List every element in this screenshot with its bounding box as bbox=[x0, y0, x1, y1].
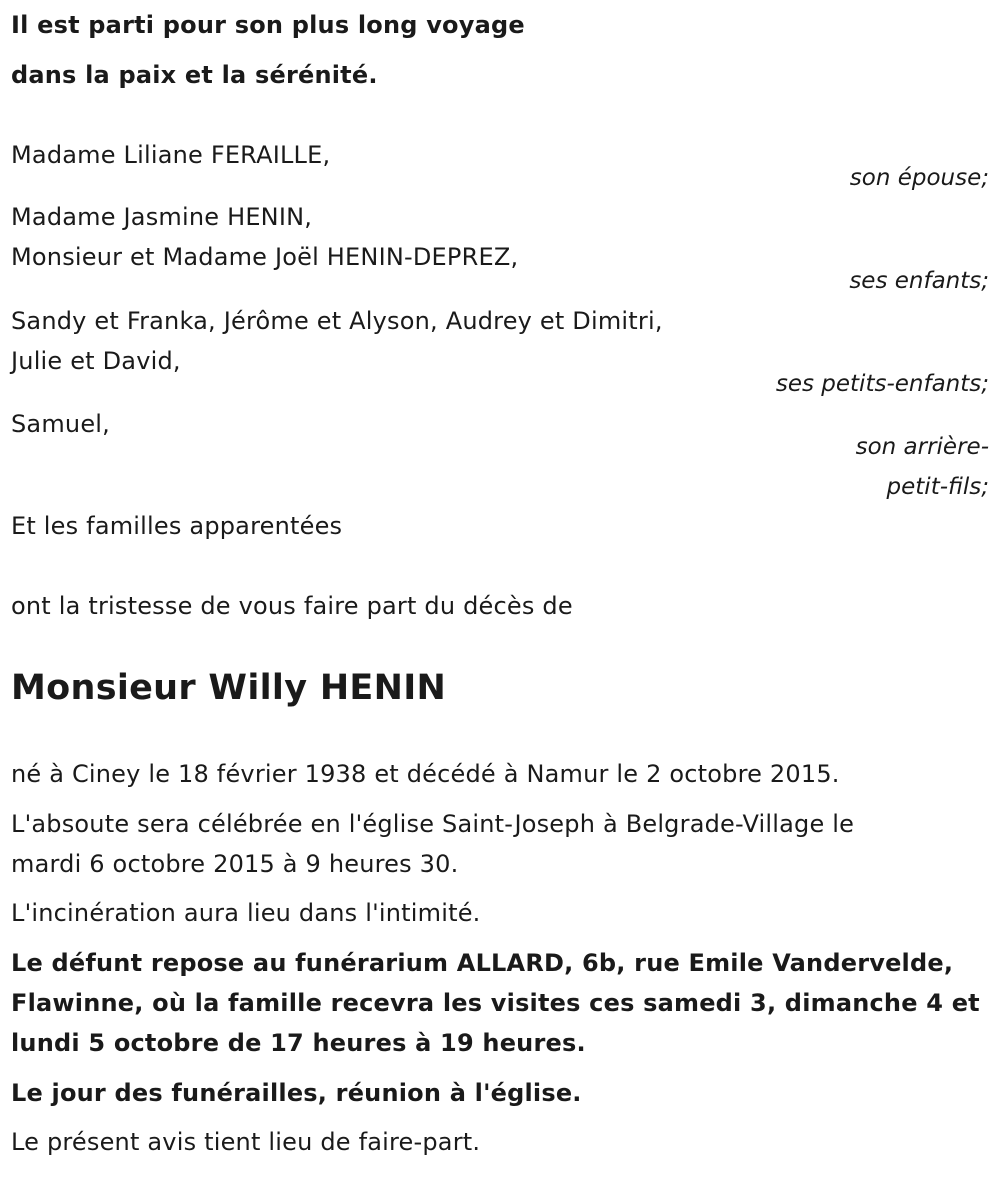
intro-line-1: Il est parti pour son plus long voyage bbox=[11, 11, 525, 39]
grandchildren-line-1: Sandy et Franka, Jérôme et Alyson, Audrey et Dimitri, bbox=[11, 307, 663, 335]
great-grandchild-role-line-1: son arrière- bbox=[855, 434, 989, 460]
deceased-name: Monsieur Willy HENIN bbox=[11, 668, 447, 708]
children-role: ses enfants; bbox=[849, 268, 989, 294]
absoute-line-2: mardi 6 octobre 2015 à 9 heures 30. bbox=[11, 850, 459, 878]
absoute-line-1: L'absoute sera célébrée en l'église Saint-Joseph à Belgrade-Village le bbox=[11, 810, 855, 838]
great-grandchild-role-line-2: petit-fils; bbox=[886, 474, 989, 500]
child-name-2: Monsieur et Madame Joël HENIN-DEPREZ, bbox=[11, 243, 519, 271]
funerarium-line-3: lundi 5 octobre de 17 heures à 19 heures. bbox=[11, 1029, 586, 1057]
announcement-text: ont la tristesse de vous faire part du décès de bbox=[11, 592, 573, 620]
grandchildren-role: ses petits-enfants; bbox=[775, 371, 989, 397]
intro-line-2: dans la paix et la sérénité. bbox=[11, 61, 378, 89]
spouse-role: son épouse; bbox=[849, 165, 989, 191]
incineration-line: L'incinération aura lieu dans l'intimité. bbox=[11, 899, 481, 927]
birth-death-line: né à Ciney le 18 février 1938 et décédé à Namur le 2 octobre 2015. bbox=[11, 760, 840, 788]
spouse-name: Madame Liliane FERAILLE, bbox=[11, 141, 331, 169]
funerarium-line-2: Flawinne, où la famille recevra les visites ces samedi 3, dimanche 4 et bbox=[11, 989, 980, 1017]
notice-line: Le présent avis tient lieu de faire-part. bbox=[11, 1128, 481, 1156]
grandchildren-line-2: Julie et David, bbox=[11, 347, 181, 375]
related-families: Et les familles apparentées bbox=[11, 512, 343, 540]
child-name-1: Madame Jasmine HENIN, bbox=[11, 203, 313, 231]
funerarium-line-1: Le défunt repose au funérarium ALLARD, 6b, rue Emile Vandervelde, bbox=[11, 949, 954, 977]
great-grandchild-name: Samuel, bbox=[11, 410, 110, 438]
funeral-day-line: Le jour des funérailles, réunion à l'église. bbox=[11, 1079, 582, 1107]
